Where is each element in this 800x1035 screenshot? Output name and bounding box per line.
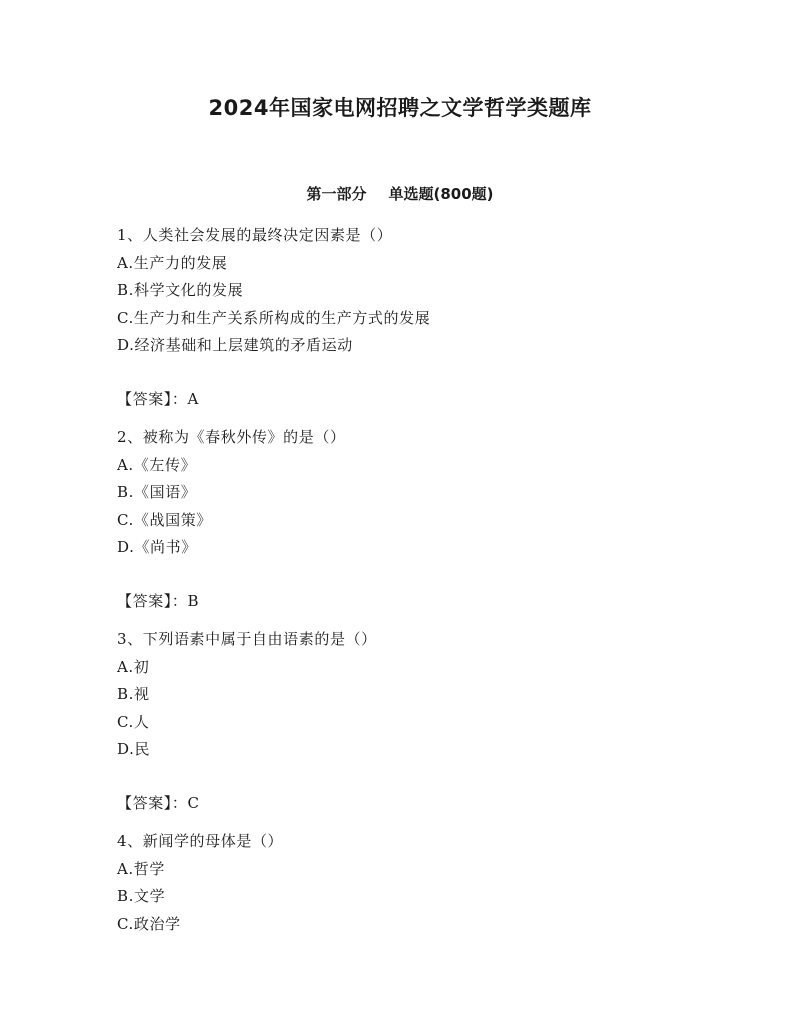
- option-b: B.科学文化的发展: [117, 281, 244, 299]
- option-a: A.《左传》: [117, 455, 197, 474]
- option-b: B.文学: [117, 887, 166, 905]
- section-title: 单选题(800题): [388, 185, 494, 203]
- answer-line: 【答案】：C: [117, 793, 200, 812]
- option-b: B.视: [117, 685, 150, 703]
- option-a: A.生产力的发展: [117, 253, 228, 272]
- option-a: A.哲学: [117, 859, 166, 878]
- option-d: D.民: [117, 740, 151, 758]
- section-name: 第一部分: [306, 185, 367, 203]
- question-4: [117, 828, 757, 938]
- option-a: A.初: [117, 657, 150, 676]
- option-d: D.经济基础和上层建筑的矛盾运动: [117, 336, 353, 354]
- question-2: [117, 424, 757, 615]
- option-c: C.生产力和生产关系所构成的生产方式的发展: [117, 308, 431, 327]
- question-stem: 2、被称为《春秋外传》的是（）: [117, 428, 346, 446]
- question-3: [117, 626, 757, 817]
- option-c: C.人: [117, 712, 150, 731]
- option-c: C.政治学: [117, 914, 181, 933]
- answer-line: 【答案】：B: [117, 591, 200, 610]
- option-c: C.《战国策》: [117, 510, 212, 529]
- document-title: 2024年国家电网招聘之文学哲学类题库: [208, 96, 592, 120]
- section-heading: [0, 182, 800, 206]
- question-stem: 3、下列语素中属于自由语素的是（）: [117, 630, 377, 648]
- question-stem: 1、人类社会发展的最终决定因素是（）: [117, 226, 393, 244]
- question-stem: 4、新闻学的母体是（）: [117, 832, 284, 850]
- question-list: [117, 222, 757, 938]
- question-1: [117, 222, 757, 413]
- option-d: D.《尚书》: [117, 538, 197, 556]
- answer-line: 【答案】：A: [117, 389, 199, 408]
- option-b: B.《国语》: [117, 483, 197, 501]
